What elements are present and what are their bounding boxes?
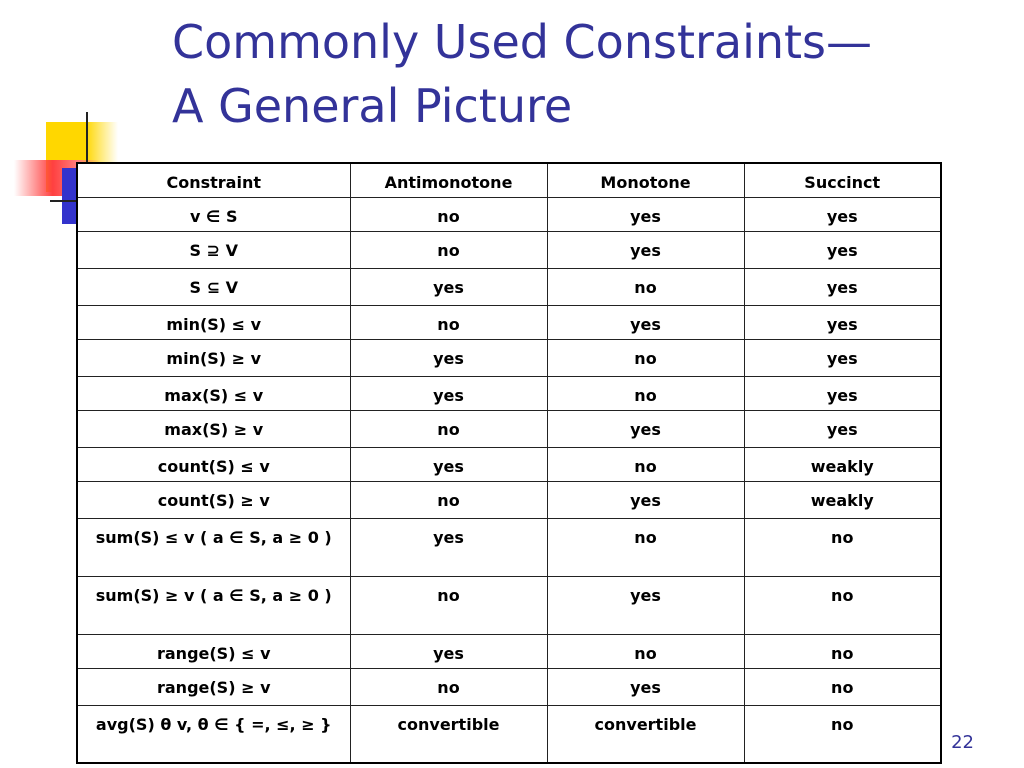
antimonotone-cell: no: [350, 481, 547, 518]
slide-title: [172, 10, 992, 138]
succinct-cell: yes: [744, 268, 941, 305]
constraint-cell: count(S) ≤ v: [77, 447, 350, 481]
monotone-cell: no: [547, 634, 744, 668]
table-row: [77, 518, 941, 576]
table-row: [77, 339, 941, 376]
succinct-cell: yes: [744, 197, 941, 231]
antimonotone-cell: yes: [350, 376, 547, 410]
succinct-cell: no: [744, 518, 941, 576]
table-row: [77, 197, 941, 231]
constraint-cell: range(S) ≤ v: [77, 634, 350, 668]
table-row: [77, 410, 941, 447]
constraints-table-container: [76, 162, 940, 764]
antimonotone-cell: yes: [350, 339, 547, 376]
succinct-cell: no: [744, 668, 941, 705]
table-row: [77, 634, 941, 668]
constraint-cell: S ⊆ V: [77, 268, 350, 305]
monotone-cell: yes: [547, 305, 744, 339]
slide-title-line-1: Commonly Used Constraints—: [172, 15, 873, 69]
constraint-cell: v ∈ S: [77, 197, 350, 231]
antimonotone-cell: no: [350, 668, 547, 705]
header-monotone: Monotone: [547, 163, 744, 197]
monotone-cell: no: [547, 376, 744, 410]
succinct-cell: no: [744, 705, 941, 763]
table-row: [77, 376, 941, 410]
succinct-cell: yes: [744, 376, 941, 410]
monotone-cell: yes: [547, 197, 744, 231]
antimonotone-cell: yes: [350, 518, 547, 576]
constraint-cell: max(S) ≤ v: [77, 376, 350, 410]
slide-title-line-2: A General Picture: [172, 79, 573, 133]
monotone-cell: yes: [547, 481, 744, 518]
table-row: [77, 481, 941, 518]
constraint-cell: count(S) ≥ v: [77, 481, 350, 518]
monotone-cell: no: [547, 339, 744, 376]
antimonotone-cell: no: [350, 197, 547, 231]
antimonotone-cell: yes: [350, 447, 547, 481]
monotone-cell: yes: [547, 668, 744, 705]
antimonotone-cell: convertible: [350, 705, 547, 763]
table-row: [77, 576, 941, 634]
monotone-cell: no: [547, 447, 744, 481]
constraint-cell: min(S) ≤ v: [77, 305, 350, 339]
table-row: [77, 268, 941, 305]
constraint-cell: sum(S) ≤ v ( a ∈ S, a ≥ 0 ): [77, 518, 350, 576]
constraint-cell: sum(S) ≥ v ( a ∈ S, a ≥ 0 ): [77, 576, 350, 634]
header-antimonotone: Antimonotone: [350, 163, 547, 197]
monotone-cell: yes: [547, 231, 744, 268]
succinct-cell: yes: [744, 305, 941, 339]
header-succinct: Succinct: [744, 163, 941, 197]
constraint-cell: range(S) ≥ v: [77, 668, 350, 705]
antimonotone-cell: yes: [350, 268, 547, 305]
header-constraint: Constraint: [77, 163, 350, 197]
succinct-cell: yes: [744, 410, 941, 447]
constraint-cell: max(S) ≥ v: [77, 410, 350, 447]
monotone-cell: no: [547, 268, 744, 305]
table-row: [77, 305, 941, 339]
monotone-cell: yes: [547, 576, 744, 634]
antimonotone-cell: no: [350, 231, 547, 268]
constraint-cell: min(S) ≥ v: [77, 339, 350, 376]
succinct-cell: no: [744, 576, 941, 634]
table-header-row: [77, 163, 941, 197]
monotone-cell: no: [547, 518, 744, 576]
succinct-cell: yes: [744, 339, 941, 376]
antimonotone-cell: yes: [350, 634, 547, 668]
table-row: [77, 447, 941, 481]
antimonotone-cell: no: [350, 305, 547, 339]
succinct-cell: no: [744, 634, 941, 668]
constraint-cell: avg(S) θ v, θ ∈ { =, ≤, ≥ }: [77, 705, 350, 763]
monotone-cell: convertible: [547, 705, 744, 763]
constraints-table: [76, 162, 942, 764]
table-row: [77, 668, 941, 705]
antimonotone-cell: no: [350, 410, 547, 447]
succinct-cell: weakly: [744, 447, 941, 481]
monotone-cell: yes: [547, 410, 744, 447]
succinct-cell: yes: [744, 231, 941, 268]
antimonotone-cell: no: [350, 576, 547, 634]
page-number: 22: [951, 732, 974, 753]
table-row: [77, 231, 941, 268]
succinct-cell: weakly: [744, 481, 941, 518]
table-row: [77, 705, 941, 763]
constraint-cell: S ⊇ V: [77, 231, 350, 268]
